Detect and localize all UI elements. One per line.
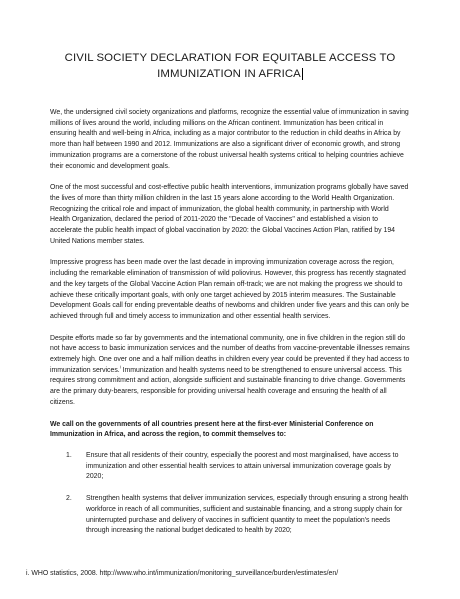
- paragraph-progress: Impressive progress has been made over the last decade in improving immunization coverage across the region, including the remarkable elimination of transmission of wild poliovirus. However, this progress has recently stagnated and the key targets of the Global Vaccine Action Plan remain off-track; we are not making the progress we should to achieve these critically important goals, with only one target achieved by 2015 interim measures. The Sustainable Development Goals call for ending preventable deaths of newborns and children under five years and this can only be achieved through full and timely access to immunization and other essential health services.: [50, 259, 409, 320]
- list-item-text: Strengthen health systems that deliver immunization services, especially through ensuring a strong health workforce in reach of all communities, sufficient and sustainable financing, and a strong supply chain for uninterrupted purchase and delivery of vaccines in sufficient quantity to meet the population's needs through increasing the national budget dedicated to health by 2020;: [86, 495, 409, 535]
- document-title: [50, 50, 410, 82]
- commitments-list: [50, 451, 410, 537]
- paragraph-access-gap-text: Despite efforts made so far by governments and the international community, one in five children in the region still do not have access to basic immunization services and the number of deaths from vaccine-preventable illnesses remains extremely high. One over one and a half million deaths in children every year could be prevented if they had access to immunization services.: [50, 334, 410, 374]
- footnote-reference: i: [119, 364, 121, 370]
- paragraph-access-gap: [50, 334, 410, 409]
- paragraph-access-gap-text-2: Immunization and health systems need to be strengthened to ensure universal access. This requires strong commitment and action, alongside sufficient and sustainable financing to drive change. Governments are the primary duty-bearers, responsible for providing universal health coverage and ensuring the health of all citizens.: [50, 366, 406, 406]
- list-item-number: 1.: [66, 451, 72, 459]
- title-line-2: IMMUNIZATION IN AFRICA: [157, 68, 301, 80]
- list-item: [50, 494, 410, 537]
- footnote: i. WHO statistics, 2008. http://www.who.int/immunization/monitoring_surveillance/burden/estimates/en/: [26, 570, 339, 577]
- paragraph-impact: One of the most successful and cost-effective public health interventions, immunization programs globally have saved the lives of more than thirty million children in the last 15 years alone according to the World Health Organization. Recognizing the critical role and impact of immunization, the global health community, in partnership with World Health Organization, declared the period of 2011-2020 the "Decade of Vaccines" and established a vision to accelerate the public health impact of global vaccination by 2020: the Global Vaccines Action Plan, ratified by 194 United Nations member states.: [50, 184, 409, 245]
- paragraph-intro: We, the undersigned civil society organizations and platforms, recognize the essential value of immunization in saving millions of lives around the world, including millions on the African continent. Immunization has been critical in ensuring health and well-being in Africa, including as a major contributor to the reduction in child deaths in Africa by more than half between 1990 and 2012. Immunizations are also a significant driver of economic growth, and strong immunization programs are a cornerstone of the robust universal health systems critical to helping countries achieve their economic and development goals.: [50, 109, 409, 170]
- list-item-text: Ensure that all residents of their country, especially the poorest and most marginalised, have access to immunization and other essential health services to attain universal immunization coverage goals by 2020;: [86, 451, 399, 481]
- list-item: [50, 451, 410, 483]
- call-to-action: We call on the governments of all countries present here at the first-ever Ministerial Conference on Immunization in Africa, and across the region, to commit themselves to:: [50, 420, 374, 439]
- title-line-1: CIVIL SOCIETY DECLARATION FOR EQUITABLE ACCESS TO: [64, 52, 396, 64]
- list-item-number: 2.: [66, 495, 72, 503]
